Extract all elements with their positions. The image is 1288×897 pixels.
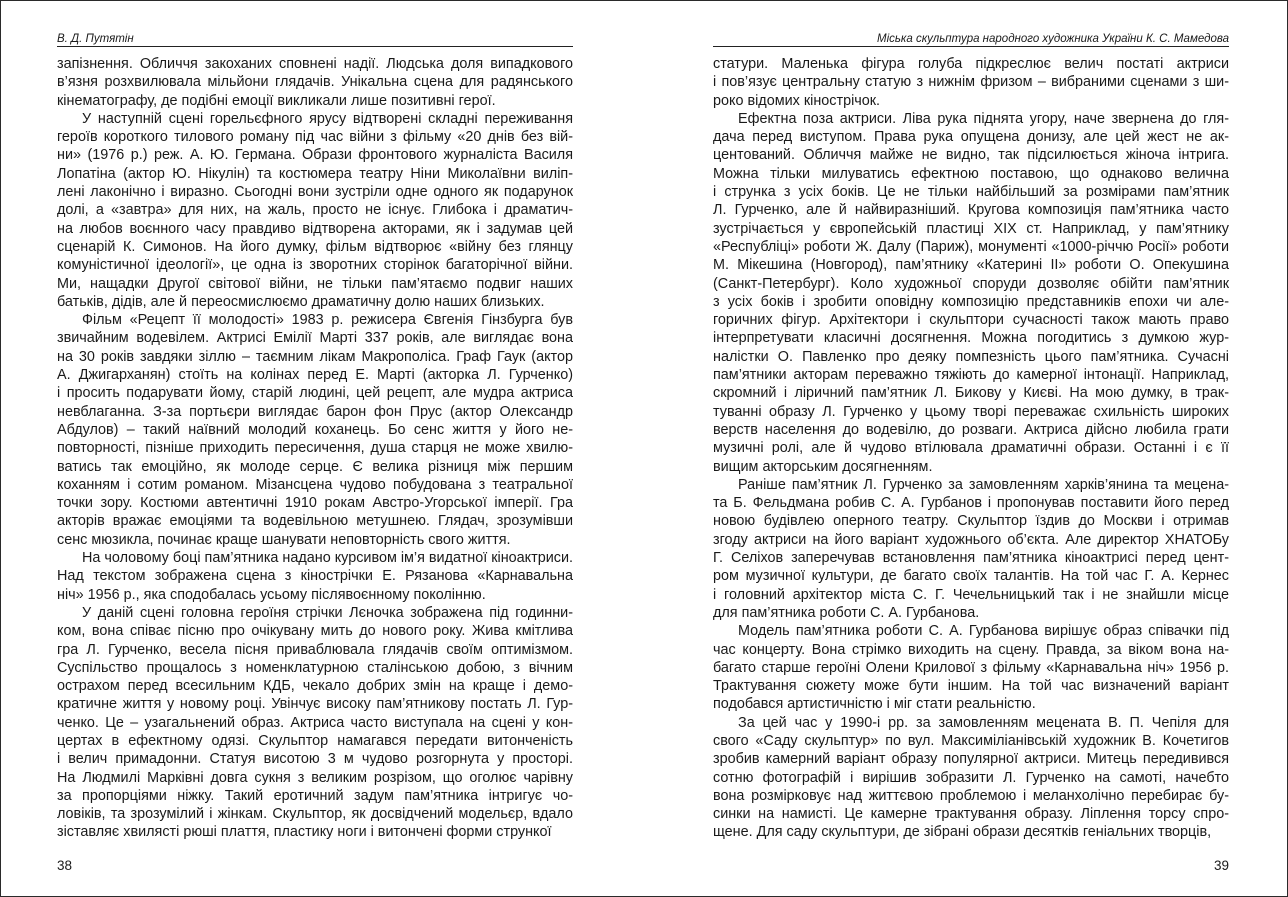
text-line: ром музичної культури, де багато своїх талантів. На той час Г. А. Кернес	[713, 568, 1229, 585]
paragraph	[713, 476, 1229, 622]
text-line: ватись так емоційно, як молоде серце. Є велика різниця між першим	[57, 458, 573, 475]
text-line: на любов воєнного часу правдиво відтворена акторами, як і задумав цей	[57, 220, 573, 237]
text-line: в’язня розхвилювала мільйони глядачів. Унікальна сцена для радянського	[57, 74, 573, 91]
text-line: На Людмилі Марківні довга сукня з великим розрізом, що оголює чарівну	[57, 769, 573, 786]
text-line: ловіків, та зрозумілий і жінкам. Скульптор, як досвідчений модельєр, вдало	[57, 806, 573, 823]
text-line: і струнка з усіх боків. Це не тільки найбільший за розмірами пам’ятник	[713, 184, 1229, 201]
text-line: налістки О. Павленко про деяку помпезність цього пам’ятника. Сучасні	[713, 348, 1229, 365]
left-page	[57, 1, 573, 896]
text-line: гра Л. Гурченко, весела пісня приваблювала глядачів своїм оптимізмом.	[57, 641, 573, 658]
text-line: дача перед виступом. Права рука опущена донизу, але цей жест не ак-	[713, 129, 1229, 146]
text-line: і просить подарувати йому, старій людині, цей рецепт, але мудра актриса	[57, 385, 573, 402]
running-head-title: Міська скульптура народного художника України К. С. Мамедова	[877, 33, 1229, 45]
text-line: коханням і сотим романом. Мізансцена чудово побудована з театральної	[57, 476, 573, 493]
text-line: М. Мікешина (Новгород), пам’ятнику «Катерині ІІ» роботи О. Опекушина	[713, 257, 1229, 274]
text-line: туванні образу Л. Гурченко у цьому творі переважає схильність широких	[713, 403, 1229, 420]
text-line: музичні ролі, але й чудово втілювала драматичні образи. Останні і є її	[713, 440, 1229, 457]
text-line: з усіх боків і зробити оповідну композицію представників епохи чи але-	[713, 293, 1229, 310]
text-line: зіставляє хвилясті рюші плаття, пластику ноги і витончені форми стрункої	[57, 824, 552, 841]
header-rule	[57, 46, 573, 47]
text-line: сценарій К. Симонов. На його думку, фільм відтворює «війну без глянцу	[57, 238, 573, 255]
paragraph	[57, 110, 573, 311]
text-line: комуністичної ідеології», це одна із зворотних сторінок багаторічної війни.	[57, 257, 573, 274]
right-page-text	[713, 55, 1229, 842]
paragraph	[713, 714, 1229, 842]
text-line: цертах в ефектному одязі. Скульптор намагався передати витонченість	[57, 732, 573, 749]
right-page	[713, 1, 1229, 896]
text-line: горичних фігур. Архітектори і скульптори сучасності також мають право	[713, 312, 1229, 329]
text-line: У даній сцені головна героїня стрічки Лєночка зображена під годинни-	[82, 604, 573, 621]
text-line: свого «Саду скульптур» по вул. Максиміліанівській художник В. Кочетигов	[713, 732, 1229, 749]
text-line: вищим акторським досягненням.	[713, 458, 933, 475]
text-line: зробив камерний варіант образу популярної актриси. Митець передивився	[713, 751, 1229, 768]
text-line: Г. Селіхов заперечував встановлення пам’ятника кіноактрисі перед цент-	[713, 550, 1229, 567]
paragraph	[713, 622, 1229, 713]
paragraph	[57, 604, 573, 842]
page-number: 38	[57, 858, 73, 873]
text-line: сенс мюзикла, починає краще шанувати неповторність свого життя.	[57, 531, 511, 548]
text-line: кратичне життя у новому році. Увінчує високу пам’ятникову постать Л. Гур-	[57, 696, 573, 713]
text-line: ком, вона співає пісню про очікувану мить до нового року. Жива кмітлива	[57, 623, 573, 640]
text-line: На чоловому боці пам’ятника надано курсивом ім’я видатної кіноактриси.	[82, 550, 573, 567]
text-line: Лопатіна (актор Ю. Нікулін) та костюмера театру Ніни Миколаївни виліп-	[57, 165, 573, 182]
text-line: Фільм «Рецепт її молодості» 1983 р. режисера Євгенія Гінзбурга був	[82, 312, 573, 329]
text-line: новою будівлею оперного театру. Скульптор їздив до Москви і отримав	[713, 513, 1229, 530]
text-line: для пам’ятника роботи С. А. Гурбанова.	[713, 604, 980, 621]
text-line: Абдулов) – такий наївний молодий коханець. Бо сенс життя у його не-	[57, 421, 573, 438]
text-line: вона розмірковує над життєвою проблемою і меланхолічно перебирає бу-	[713, 787, 1229, 804]
text-line: «Республіці» роботи Ж. Далу (Париж), монументі «1000-річчю Росії» роботи	[713, 238, 1229, 255]
text-line: У наступній сцені горельєфного ярусу відтворені складні переживання	[82, 110, 573, 127]
text-line: Модель пам’ятника роботи С. А. Гурбанова вирішує образ співачки під	[738, 623, 1229, 640]
paragraph	[713, 110, 1229, 476]
paragraph	[57, 311, 573, 549]
text-line: згоду актриси на його варіант художнього об’єкта. Але директор ХНАТОБу	[713, 531, 1229, 548]
text-line: лені лаконічно і виразно. Сьогодні вони зустріли одне одного як подарунок	[57, 184, 573, 201]
text-line: і пов’язує центральну статую з нижнім фризом – вибраними сценами з ши-	[713, 74, 1229, 91]
header-rule	[713, 46, 1229, 47]
text-line: Трактування сюжету може бути іншим. На той час визначений варіант	[713, 678, 1229, 695]
paragraph	[57, 549, 573, 604]
text-line: А. Джигарханян) стоїть на колінах перед Е. Марті (акторка Л. Гурченко)	[57, 367, 573, 384]
text-line: Раніше пам’ятник Л. Гурченко за замовленням харків’янина та мецена-	[738, 476, 1229, 493]
text-line: синки на намисті. Це камерне трактування образу. Ліплення торсу спро-	[713, 806, 1229, 823]
text-line: пам’ятники акторам переважно тяжіють до камерної інтонації. Наприклад,	[713, 367, 1229, 384]
text-line: час концерту. Вона стрімко виходить на сцену. Правда, за віком вона на-	[713, 641, 1229, 658]
text-line: батьків, дідів, але й переосмислюємо драматичну долю наших близьких.	[57, 293, 545, 310]
text-line: акторів вражає емоціями та водевільною метушнею. Глядач, зрозумівши	[57, 513, 573, 530]
running-head-author: В. Д. Путятін	[57, 33, 134, 45]
text-line: верств населення до водевілю, до розваги. Актриса дійсно любила грати	[713, 421, 1229, 438]
text-line: Л. Гурченко, але й найвиразніший. Кругова композиція пам’ятника часто	[713, 202, 1229, 219]
text-line: зустрічається у європейській пластиці XIX ст. Наприклад, у пам’ятнику	[713, 220, 1229, 237]
text-line: ніч» 1956 р., яка сподобалась усьому післявоєнному поколінню.	[57, 586, 486, 603]
text-line: Над текстом зображена сцена з кінострічки Е. Рязанова «Карнавальна	[57, 568, 573, 585]
text-line: невблаганна. З-за портьєри виглядає барон фон Прус (актор Олександр	[57, 403, 573, 420]
text-line: За цей час у 1990-і рр. за замовленням мецената В. П. Чепіля для	[738, 714, 1229, 731]
text-line: Суспільство прощалось з номенклатурною сталінською добою, з вічним	[57, 659, 573, 676]
text-line: статури. Маленька фігура голуба підкреслює велич постаті актриси	[713, 56, 1229, 72]
text-line: центований. Обличчя майже не видно, так підсилюється жіноча інтрига.	[713, 147, 1229, 164]
text-line: долі, а «завтра» для них, на жаль, просто не існує. Глибока і драматич-	[57, 202, 573, 219]
text-line: подобався артистичністю і міг стати реальністю.	[713, 696, 1036, 713]
text-line: Ефектна поза актриси. Ліва рука піднята угору, наче звернена до гля-	[738, 110, 1229, 127]
text-line: звичайним водевілем. Актрисі Емілії Марті 337 років, але виглядає вона	[57, 330, 573, 347]
text-line: скромний і ліричний пам’ятник Л. Бикову у Києві. На мою думку, в трак-	[713, 385, 1229, 402]
text-line: та Б. Фельдмана робив С. А. Гурбанов і пропонував поставити його перед	[713, 495, 1229, 512]
text-line: Можна тільки милуватись ефектною поставою, що однаково величнa	[713, 165, 1229, 182]
text-line: ченко. Це – узагальнений образ. Актриса часто виступала на сцені у кон-	[57, 714, 573, 731]
text-line: острахом перед всесильним КДБ, чекало добрих змін на краще і демо-	[57, 678, 573, 695]
text-line: щене. Для саду скульптури, де зібрані образи десятків геніальних творців,	[713, 824, 1212, 841]
paragraph	[713, 55, 1229, 110]
text-line: запізнення. Обличчя закоханих сповнені надії. Людська доля випадкового	[57, 56, 573, 72]
text-line: на 30 років завдяки зіллю – таємним лікам Макрополіса. Граф Гаук (актор	[57, 348, 573, 365]
text-line: інтерпретувати класичні досягнення. Можна погодитись з думкою жур-	[713, 330, 1229, 347]
text-line: ни» (1976 р.) реж. А. Ю. Германа. Образи фронтового журналіста Василя	[57, 147, 573, 164]
text-line: і велич примадонни. Статуя висотою 3 м чудово розгорнута у просторі.	[57, 751, 573, 768]
left-page-text	[57, 55, 573, 842]
text-line: за пропорціями ніжку. Такий еротичний задум пам’ятника інтригує чо-	[57, 787, 573, 804]
text-line: героїв короткого тилового роману під час війни з фільму «20 днів без вій-	[57, 129, 573, 146]
text-line: і головний архітектор міста С. Г. Чечельницький так і не знайшли місце	[713, 586, 1229, 603]
text-line: повторності, пізніше приходить пересичення, душа старця не може хвилю-	[57, 440, 573, 457]
text-line: кінематографу, де подібні емоції викликали лише позитивні герої.	[57, 92, 496, 109]
text-line: сотню фотографій і вирішив зобразити Л. Гурченко на самоті, начебто	[713, 769, 1229, 786]
text-line: (Санкт-Петербург). Коло художньої споруди дозволяє обійти пам’ятник	[713, 275, 1229, 292]
page-number: 39	[1213, 858, 1229, 873]
paragraph	[57, 55, 573, 110]
text-line: точки зору. Костюми автентичні 1910 рокам Австро-Угорської імперії. Гра	[57, 495, 573, 512]
text-line: багато старше героїні Олени Крилової з фільму «Карнавальна ніч» 1956 р.	[713, 659, 1229, 676]
text-line: роко відомих кінострічок.	[713, 92, 881, 109]
text-line: Ми, нащадки Другої світової війни, не тільки пам’ятаємо подвиг наших	[57, 275, 573, 292]
